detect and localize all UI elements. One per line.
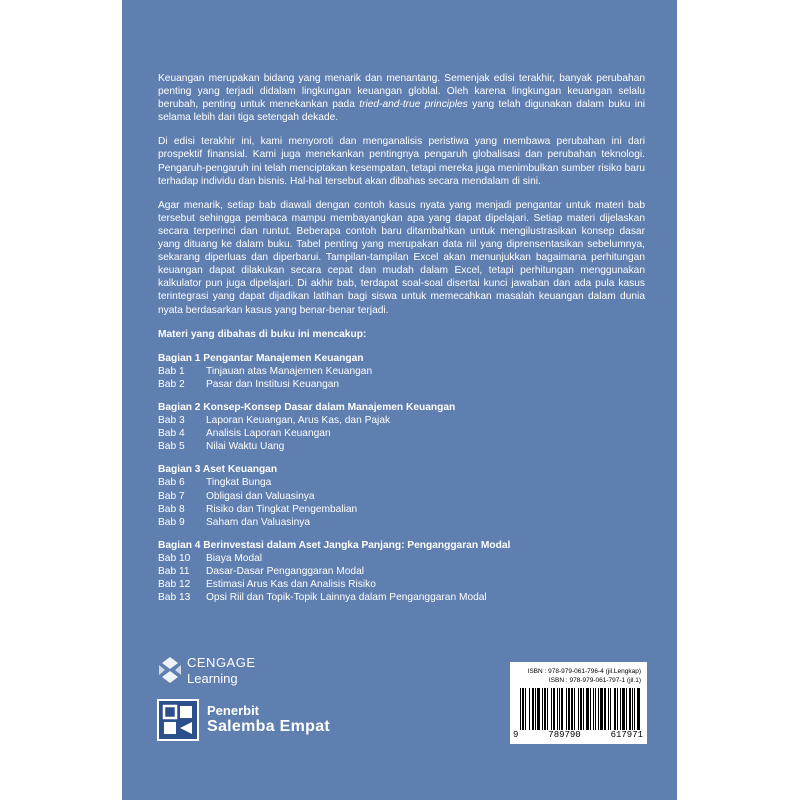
- chapter-number: Bab 13: [158, 592, 191, 604]
- paragraph-1-part-a: Keuangan merupakan bidang yang menarik dan menantang. Semenjak edisi terakhir, banyak perubahan penting yang terjadi didalam lingkungan keuangan globlal. Oleh karena lingkungan keuangan selalu berubah, penting untuk menekankan pada: [158, 73, 645, 111]
- barcode-digits-last: 617971: [610, 730, 643, 740]
- chapter-title: Dasar-Dasar Penganggaran Modal: [206, 566, 364, 577]
- chapter-title: Saham dan Valuasinya: [206, 516, 311, 528]
- part-section: [158, 463, 645, 528]
- salemba-empat-logo: [157, 699, 342, 743]
- chapter-number: Bab 3: [158, 415, 185, 427]
- part-section: [158, 401, 645, 453]
- barcode-digits: [513, 730, 643, 740]
- chapter-number: Bab 9: [158, 516, 185, 528]
- chapter-row: [158, 378, 645, 391]
- chapter-row: [158, 516, 645, 529]
- barcode-digits-mid: 789790: [548, 730, 581, 740]
- chapter-number: Bab 2: [158, 378, 185, 390]
- chapter-row: [158, 427, 645, 440]
- barcode-digit-first: 9: [513, 730, 519, 740]
- chapter-title: Biaya Modal: [206, 552, 263, 564]
- isbn-barcode: [510, 662, 647, 744]
- chapter-number: Bab 7: [158, 490, 185, 502]
- chapter-title: Tingkat Bunga: [206, 477, 272, 489]
- salemba-mark-icon: [157, 699, 199, 741]
- chapter-row: [158, 476, 645, 489]
- chapter-number: Bab 8: [158, 503, 185, 515]
- chapter-number: Bab 4: [158, 428, 185, 440]
- chapter-title: Obligasi dan Valuasinya: [206, 490, 315, 502]
- chapter-number: Bab 11: [158, 566, 190, 577]
- part-title: Bagian 2 Konsep-Konsep Dasar dalam Manajemen Keuangan: [158, 401, 456, 413]
- chapter-title: Risiko dan Tingkat Pengembalian: [206, 503, 358, 515]
- paragraph-2: Di edisi terakhir ini, kami menyoroti dan menganalisis peristiwa yang membawa perubahan ini dari prospektif finansial. Kami juga menekankan pentingnya pengaruh globalisasi dan perubahan teknologi. Pengaruh-pengaruh ini telah menciptakan kesempatan, tetapi mereka juga menimbulkan sumber risiko baru terhadap individu dan bisnis. Hal-hal tersebut akan dibahas secara mendalam di sini.: [158, 136, 646, 187]
- chapter-title: Analisis Laporan Keuangan: [206, 428, 331, 440]
- publisher-name: Salemba Empat: [207, 718, 331, 735]
- part-title: Bagian 3 Aset Keuangan: [158, 464, 278, 476]
- barcode-bars: [520, 688, 640, 730]
- chapter-title: Tinjauan atas Manajemen Keuangan: [206, 365, 373, 377]
- chapter-number: Bab 1: [158, 365, 185, 377]
- cover-text-block: [158, 72, 645, 614]
- part-section: [158, 539, 645, 604]
- chapter-row: [158, 440, 645, 453]
- chapter-number: Bab 12: [158, 579, 191, 591]
- cengage-mark-icon: [157, 655, 183, 685]
- cengage-logo: [157, 653, 277, 687]
- chapter-title: Pasar dan Institusi Keuangan: [206, 378, 340, 390]
- chapter-number: Bab 10: [158, 552, 191, 564]
- learning-wordmark: Learning: [187, 671, 238, 686]
- chapter-row: [158, 565, 645, 578]
- publisher-label: Penerbit: [207, 703, 260, 718]
- cengage-wordmark: CENGAGE: [187, 655, 256, 670]
- paragraph-1-part-b: yang telah digunakan dalam buku ini selama lebih dari tiga setengah dekade.: [158, 99, 645, 124]
- chapter-title: Laporan Keuangan, Arus Kas, dan Pajak: [206, 415, 391, 427]
- chapter-row: [158, 490, 645, 503]
- chapter-row: [158, 552, 645, 565]
- chapter-row: [158, 365, 645, 378]
- chapter-row: [158, 591, 645, 604]
- part-title: Bagian 1 Pengantar Manajemen Keuangan: [158, 352, 364, 364]
- chapter-row: [158, 503, 645, 516]
- book-back-cover: [122, 0, 677, 800]
- chapter-row: [158, 414, 645, 427]
- chapter-row: [158, 578, 645, 591]
- chapter-title: Nilai Waktu Uang: [206, 441, 285, 453]
- part-section: [158, 352, 645, 391]
- paragraph-1: [158, 72, 645, 124]
- chapter-number: Bab 6: [158, 477, 185, 489]
- paragraph-3: Agar menarik, setiap bab diawali dengan contoh kasus nyata yang menjadi pengantar untuk materi bab tersebut sehingga pembaca mampu membayangkan apa yang dapat dipelajari. Setiap materi dijelaskan secara terperinci dan runtut. Beberapa contoh baru ditambahkan untuk mengilustrasikan konsep dasar yang dituang ke dalam buku. Tabel penting yang merupakan data riil yang diprensentasikan sebelumnya, sekarang diperluas dan diperbarui. Tampilan-tampilan Excel akan menunjukkan bagaimana perhitungan keuangan dapat dilakukan secara cepat dan mudah dalam Excel, tetapi perhitungan menggunakan kalkulator pun juga dipelajari. Di akhir bab, terdapat soal-soal disertai kunci jawaban dan ada pula kasus terintegrasi yang dapat dijadikan latihan bagi siswa untuk memecahkan masalah keuangan dalam dunia nyata berdasarkan kasus yang benar-benar terjadi.: [158, 199, 645, 316]
- tried-and-true-emphasis: tried-and-true principles: [359, 99, 468, 111]
- contents-intro: Materi yang dibahas di buku ini mencakup:: [158, 328, 367, 340]
- isbn-complete: ISBN : 978-979-061-796-4 (jil.Lengkap): [527, 668, 641, 675]
- part-title: Bagian 4 Berinvestasi dalam Aset Jangka Panjang: Penganggaran Modal: [158, 539, 511, 551]
- contents-list: [158, 352, 645, 605]
- chapter-number: Bab 5: [158, 441, 185, 453]
- chapter-title: Opsi Riil dan Topik-Topik Lainnya dalam Penganggaran Modal: [206, 592, 487, 604]
- isbn-volume-1: ISBN : 978-979-061-797-1 (jil.1): [548, 677, 641, 684]
- chapter-title: Estimasi Arus Kas dan Analisis Risiko: [206, 579, 376, 591]
